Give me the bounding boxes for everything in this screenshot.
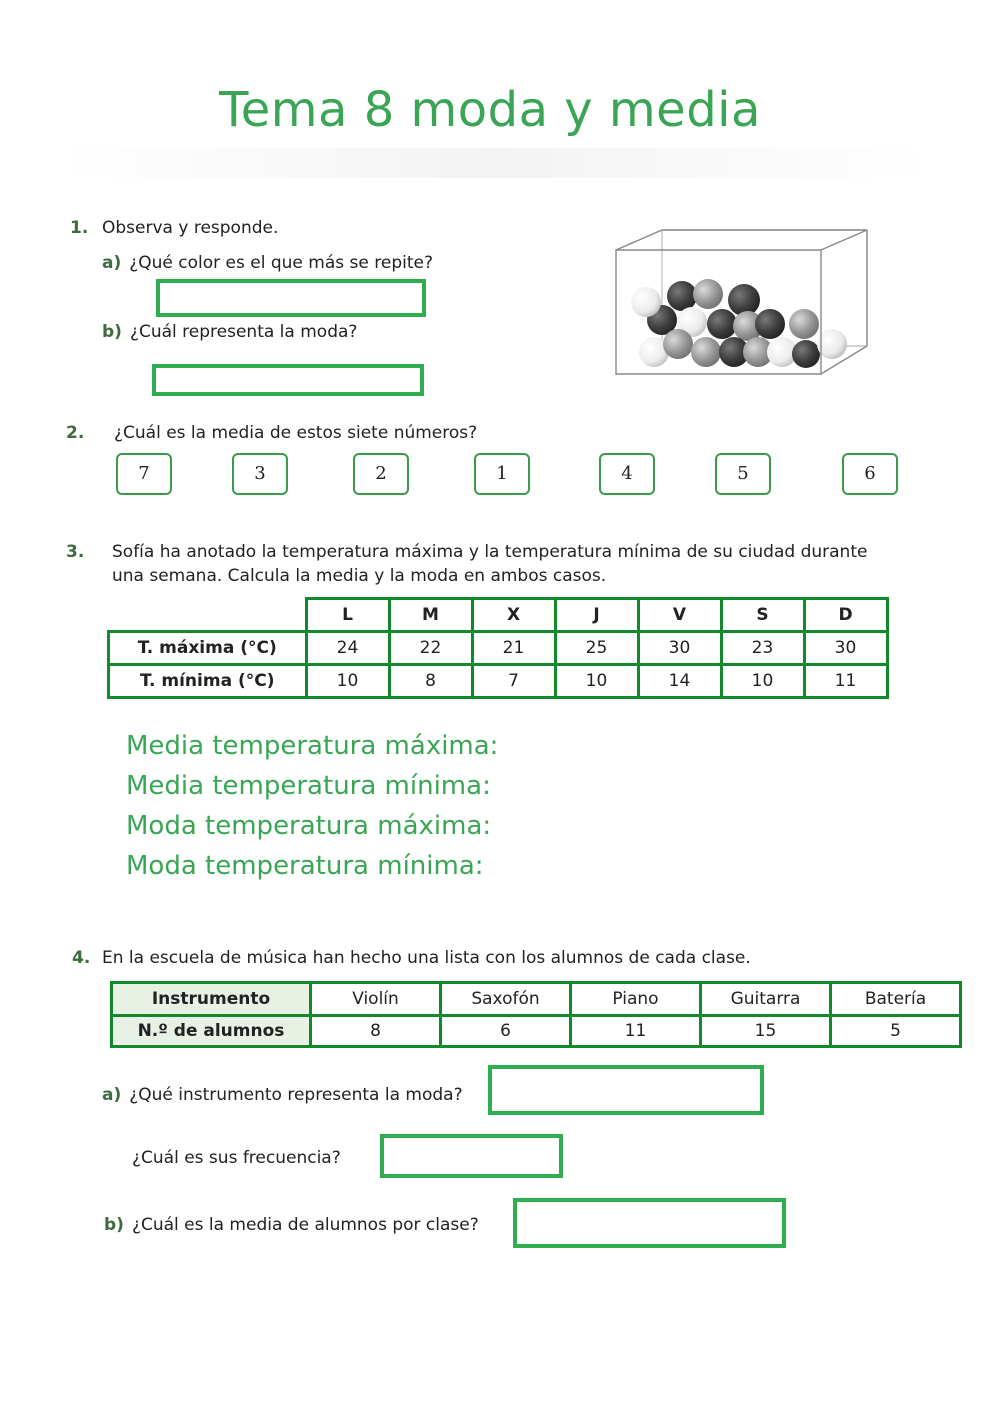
day-header: S [721,599,804,632]
answer-moda-max: Moda temperatura máxima: [126,811,492,841]
table-corner [109,599,307,632]
table-header-row [109,599,888,632]
q4-text: En la escuela de música han hecho una lista con los alumnos de cada clase. [102,948,751,968]
q4-b-text: ¿Cuál es la media de alumnos por clase? [131,1215,479,1235]
number-box-1: 7 [116,453,172,495]
header-band [60,148,930,178]
table-cell: 30 [804,632,887,665]
instrument-cell: Guitarra [701,983,831,1016]
table-cell: 10 [306,665,389,698]
q4-a-text: ¿Qué instrumento representa la moda? [129,1085,463,1105]
count-label: N.º de alumnos [112,1016,311,1047]
table-row [112,1016,961,1047]
q4-a-label: a) [102,1085,122,1105]
q2-text: ¿Cuál es la media de estos siete números? [114,423,478,443]
q4-b-answer-box[interactable] [513,1198,786,1248]
q4-a2-text: ¿Cuál es sus frecuencia? [132,1148,341,1168]
table-cell: 10 [721,665,804,698]
day-header: X [472,599,555,632]
q1-a-label: a) [102,253,122,273]
table-cell: 25 [555,632,638,665]
number-box-2: 3 [232,453,288,495]
table-cell: 21 [472,632,555,665]
count-cell: 5 [831,1016,961,1047]
day-header: V [638,599,721,632]
count-cell: 15 [701,1016,831,1047]
table-row [112,983,961,1016]
q1-b [102,322,357,342]
table-cell: 7 [472,665,555,698]
number-box-7: 6 [842,453,898,495]
count-cell: 6 [441,1016,571,1047]
instrument-cell: Piano [571,983,701,1016]
instrument-cell: Saxofón [441,983,571,1016]
day-header: D [804,599,887,632]
q4-a-answer-box[interactable] [488,1065,764,1115]
q2-number: 2. [66,423,85,443]
header-label: Instrumento [112,983,311,1016]
q1-b-label: b) [102,322,122,342]
q1-a-answer-box[interactable] [156,279,426,317]
day-header: L [306,599,389,632]
q1-b-answer-box[interactable] [152,364,424,396]
table-cell: 23 [721,632,804,665]
music-table [110,981,962,1048]
table-cell: 30 [638,632,721,665]
count-cell: 8 [311,1016,441,1047]
table-row [109,665,888,698]
temperature-table [107,597,889,699]
day-header: M [389,599,472,632]
row-label: T. máxima (°C) [109,632,307,665]
q1-text: Observa y responde. [102,218,279,238]
table-row [109,632,888,665]
table-cell: 8 [389,665,472,698]
q4-b-label: b) [104,1215,124,1235]
day-header: J [555,599,638,632]
q4-a [102,1085,463,1105]
table-cell: 10 [555,665,638,698]
instrument-cell: Batería [831,983,961,1016]
answer-media-max: Media temperatura máxima: [126,731,499,761]
instrument-cell: Violín [311,983,441,1016]
balls-box-image [612,226,872,378]
q3-text-line1: Sofía ha anotado la temperatura máxima y la temperatura mínima de su ciudad durante [112,542,868,562]
number-box-4: 1 [474,453,530,495]
row-label: T. mínima (°C) [109,665,307,698]
table-cell: 24 [306,632,389,665]
answer-media-min: Media temperatura mínima: [126,771,491,801]
q1-b-text: ¿Cuál representa la moda? [129,322,358,342]
q4-a2-answer-box[interactable] [380,1134,563,1178]
page-title: Tema 8 moda y media [219,82,761,138]
number-box-6: 5 [715,453,771,495]
q3-text-line2: una semana. Calcula la media y la moda en ambos casos. [112,566,607,586]
q4-b [104,1215,479,1235]
count-cell: 11 [571,1016,701,1047]
table-cell: 11 [804,665,887,698]
table-cell: 14 [638,665,721,698]
q3-number: 3. [66,542,85,562]
answer-moda-min: Moda temperatura mínima: [126,851,484,881]
number-box-3: 2 [353,453,409,495]
q4-number: 4. [72,948,91,968]
q1-a [102,253,433,273]
q1-number: 1. [70,218,89,238]
number-box-5: 4 [599,453,655,495]
table-cell: 22 [389,632,472,665]
q1-a-text: ¿Qué color es el que más se repite? [129,253,433,273]
